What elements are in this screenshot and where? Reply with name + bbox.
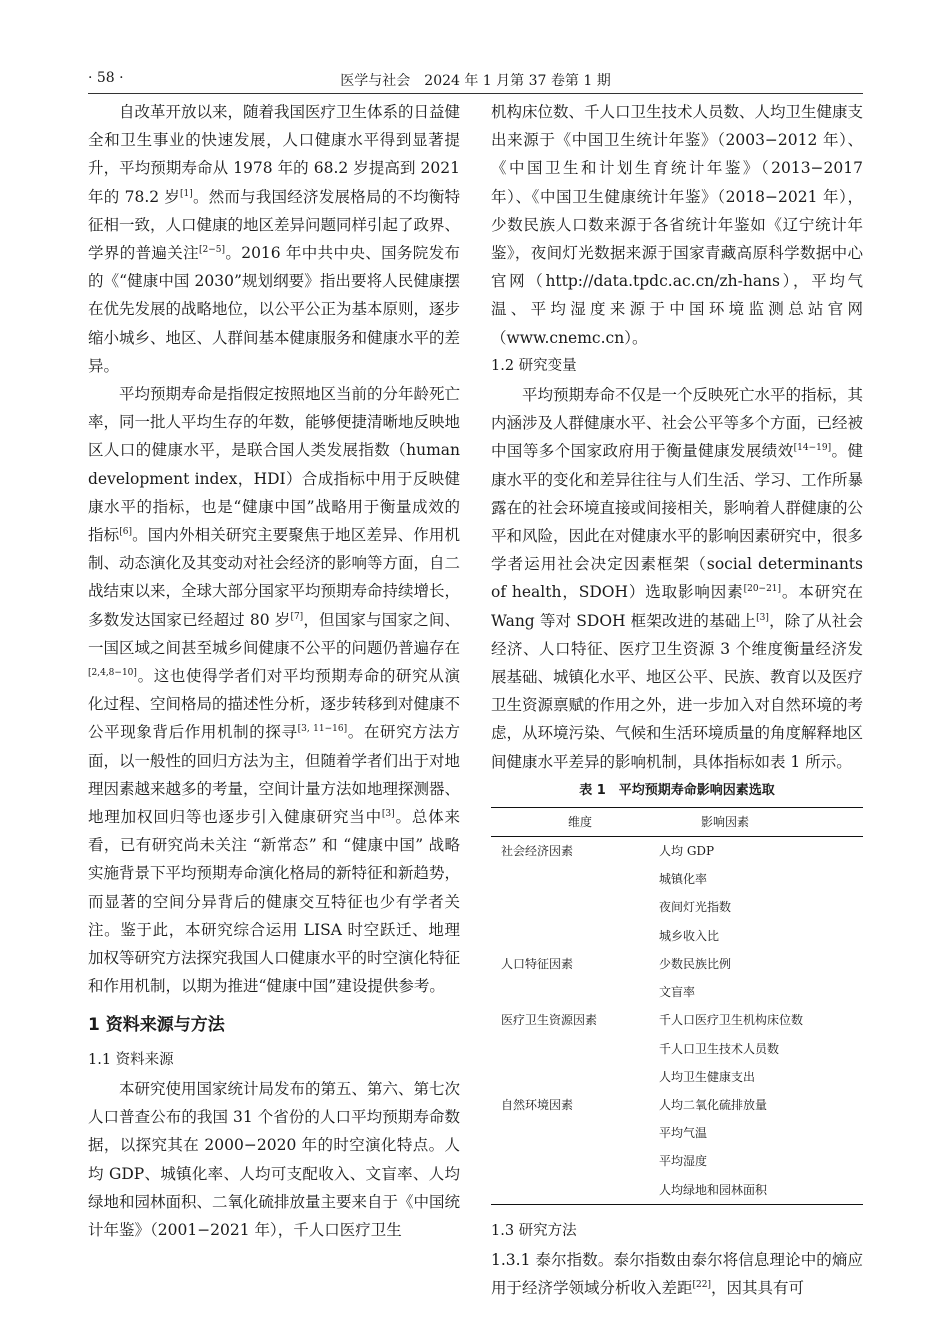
table-cell-dimension: 人口特征因素	[501, 956, 574, 971]
factors-table	[491, 807, 863, 1205]
table-row	[491, 865, 863, 893]
data-source-continued: 机构床位数、千人口卫生技术人员数、人均卫生健康支出来源于《中国卫生统计年鉴》（2003−2012 年）、《中国卫生和计划生育统计年鉴》（2013−2017 年）、《中国卫生健康统计年鉴》（2018−2021 年），少数民族人口数来源于各省统计年鉴如《辽宁统计年鉴》，夜间灯光数据来源于国家青藏高原科学数据中心官网（http://data.tpdc.ac.cn/zh-hans），平均气温、平均湿度来源于中国环境监测总站官网（www.cnemc.cn）。	[491, 103, 864, 347]
table-row	[491, 1035, 863, 1063]
table-cell-dimension	[491, 1147, 659, 1175]
table-cell-factor: 平均气温	[659, 1126, 708, 1141]
variables-paragraph: 平均预期寿命不仅是一个反映死亡水平的指标，其内涵涉及人群健康水平、社会公平等多个方面，已经被中国等多个国家政府用于衡量健康发展绩效[14−19]。健康水平的变化和差异往往与人们生活、学习、工作所暴露在的社会环境直接或间接相关，影响着人群健康的公平和风险，因此在对健康水平的影响因素研究中，很多学者运用社会决定因素框架（social determinants of health，SDOH）选取影响因素[20−21]。本研究在 Wang 等对 SDOH 框架改进的基础上[3]，除了从社会经济、人口特征、医疗卫生资源 3 个维度衡量经济发展基础、城镇化水平、地区公平、民族、教育以及医疗卫生资源禀赋的作用之外，进一步加入对自然环境的考虑，从环境污染、气候和生活环境质量的角度解释地区间健康水平差异的影响机制，具体指标如表 1 所示。	[491, 386, 864, 771]
table-row	[491, 1006, 863, 1034]
table-cell-dimension: 自然环境因素	[501, 1097, 574, 1112]
section-heading-1: 1 资料来源与方法	[88, 1014, 225, 1035]
table-cell-dimension	[491, 922, 659, 950]
intro-paragraph-1: 自改革开放以来，随着我国医疗卫生体系的日益健全和卫生事业的快速发展，人口健康水平得到显著提升，平均预期寿命从 1978 年的 68.2 岁提高到 2021 年的 78.2 岁[1]。然而与我国经济发展格局的不均衡特征相一致，人口健康的地区差异问题同样引起了政界、学界的普遍关注[2−5]。2016 年中共中央、国务院发布的《“健康中国 2030”规划纲要》指出要将人民健康摆在优先发展的战略地位，以公平公正为基本原则，逐步缩小城乡、地区、人群间基本健康服务和健康水平的差异。	[88, 103, 461, 375]
table-cell-dimension	[491, 978, 659, 1006]
subsection-heading-1-3: 1.3 研究方法	[491, 1222, 577, 1239]
table-cell-factor: 平均湿度	[659, 1154, 708, 1169]
theil-index-paragraph: 1.3.1 泰尔指数。泰尔指数由泰尔将信息理论中的熵应用于经济学领域分析收入差距[22]，因其具有可	[491, 1250, 863, 1298]
subsection-heading-1-2: 1.2 研究变量	[491, 357, 577, 374]
table-cell-factor: 文盲率	[659, 985, 696, 1000]
data-source-paragraph: 本研究使用国家统计局发布的第五、第六、第七次人口普查公布的我国 31 个省份的人口平均预期寿命数据，以探究其在 2000−2020 年的时空演化特点。人均 GDP、城镇化率、人均可支配收入、文盲率、人均绿地和园林面积、二氧化硫排放量主要来自于《中国统计年鉴》（2001−2021 年），千人口医疗卫生	[88, 1079, 461, 1239]
table-row	[491, 1176, 863, 1205]
table-row	[491, 950, 863, 978]
table-cell-dimension	[491, 1176, 659, 1205]
journal-info: 医学与社会 2024 年 1 月第 37 卷第 1 期	[340, 73, 611, 89]
table-cell-factor: 人均绿地和园林面积	[659, 1182, 768, 1197]
left-column	[88, 98, 460, 1244]
table-row	[491, 1119, 863, 1147]
table-cell-dimension	[491, 893, 659, 921]
table-header-factor: 影响因素	[701, 814, 750, 829]
table-cell-factor: 千人口卫生技术人员数	[659, 1041, 780, 1056]
table-cell-factor: 千人口医疗卫生机构床位数	[659, 1013, 804, 1028]
table-cell-factor: 人均二氧化硫排放量	[659, 1097, 768, 1112]
table-cell-dimension	[491, 1119, 659, 1147]
page-number: · 58 ·	[88, 70, 124, 86]
table-row	[491, 1063, 863, 1091]
table-row	[491, 1091, 863, 1119]
subsection-heading-1-1: 1.1 资料来源	[88, 1051, 174, 1068]
table-cell-factor: 人均卫生健康支出	[659, 1069, 756, 1084]
table-cell-factor: 夜间灯光指数	[659, 900, 732, 915]
right-column	[491, 98, 863, 1302]
intro-paragraph-2: 平均预期寿命是指假定按照地区当前的分年龄死亡率，同一批人平均生存的年数，能够便捷清晰地反映地区人口的健康水平，是联合国人类发展指数（human development index，HDI）合成指标中用于反映健康水平的指标，也是“健康中国”战略用于衡量成效的指标[6]。国内外相关研究主要聚焦于地区差异、作用机制、动态演化及其变动对社会经济的影响等方面，自二战结束以来，全球大部分国家平均预期寿命持续增长，多数发达国家已经超过 80 岁[7]，但国家与国家之间、一国区域之间甚至城乡间健康不公平的问题仍普遍存在[2,4,8−10]。这也使得学者们对平均预期寿命的研究从演化过程、空间格局的描述性分析，逐步转移到对健康不公平现象背后作用机制的探寻[3, 11−16]。在研究方法方面，以一般性的回归方法为主，但随着学者们出于对地理因素越来越多的考量，空间计量方法如地理探测器、地理加权回归等也逐步引入健康研究当中[3]。总体来看，已有研究尚未关注 “新常态” 和 “健康中国” 战略实施背景下平均预期寿命演化格局的新特征和新趋势，而显著的空间分异背后的健康交互特征也少有学者关注。鉴于此，本研究综合运用 LISA 时空跃迁、地理加权等研究方法探究我国人口健康水平的时空演化特征和作用机制，以期为推进“健康中国”建设提供参考。	[88, 385, 461, 996]
table-cell-factor: 少数民族比例	[659, 956, 732, 971]
table-cell-factor: 城乡收入比	[659, 928, 720, 943]
table-cell-dimension: 医疗卫生资源因素	[501, 1013, 598, 1028]
table-row	[491, 978, 863, 1006]
table-row	[491, 893, 863, 921]
table-cell-factor: 城镇化率	[659, 872, 708, 887]
running-header	[88, 66, 863, 94]
table-cell-dimension: 社会经济因素	[501, 844, 574, 859]
table-row	[491, 1147, 863, 1175]
table-row	[491, 922, 863, 950]
table-header-row	[491, 807, 863, 836]
table-cell-dimension	[491, 1063, 659, 1091]
table-caption: 表 1 平均预期寿命影响因素选取	[579, 782, 775, 798]
table-header-dimension: 维度	[567, 814, 592, 829]
table-row	[491, 837, 863, 866]
table-cell-dimension	[491, 1035, 659, 1063]
table-cell-dimension	[491, 865, 659, 893]
table-cell-factor: 人均 GDP	[659, 844, 715, 859]
